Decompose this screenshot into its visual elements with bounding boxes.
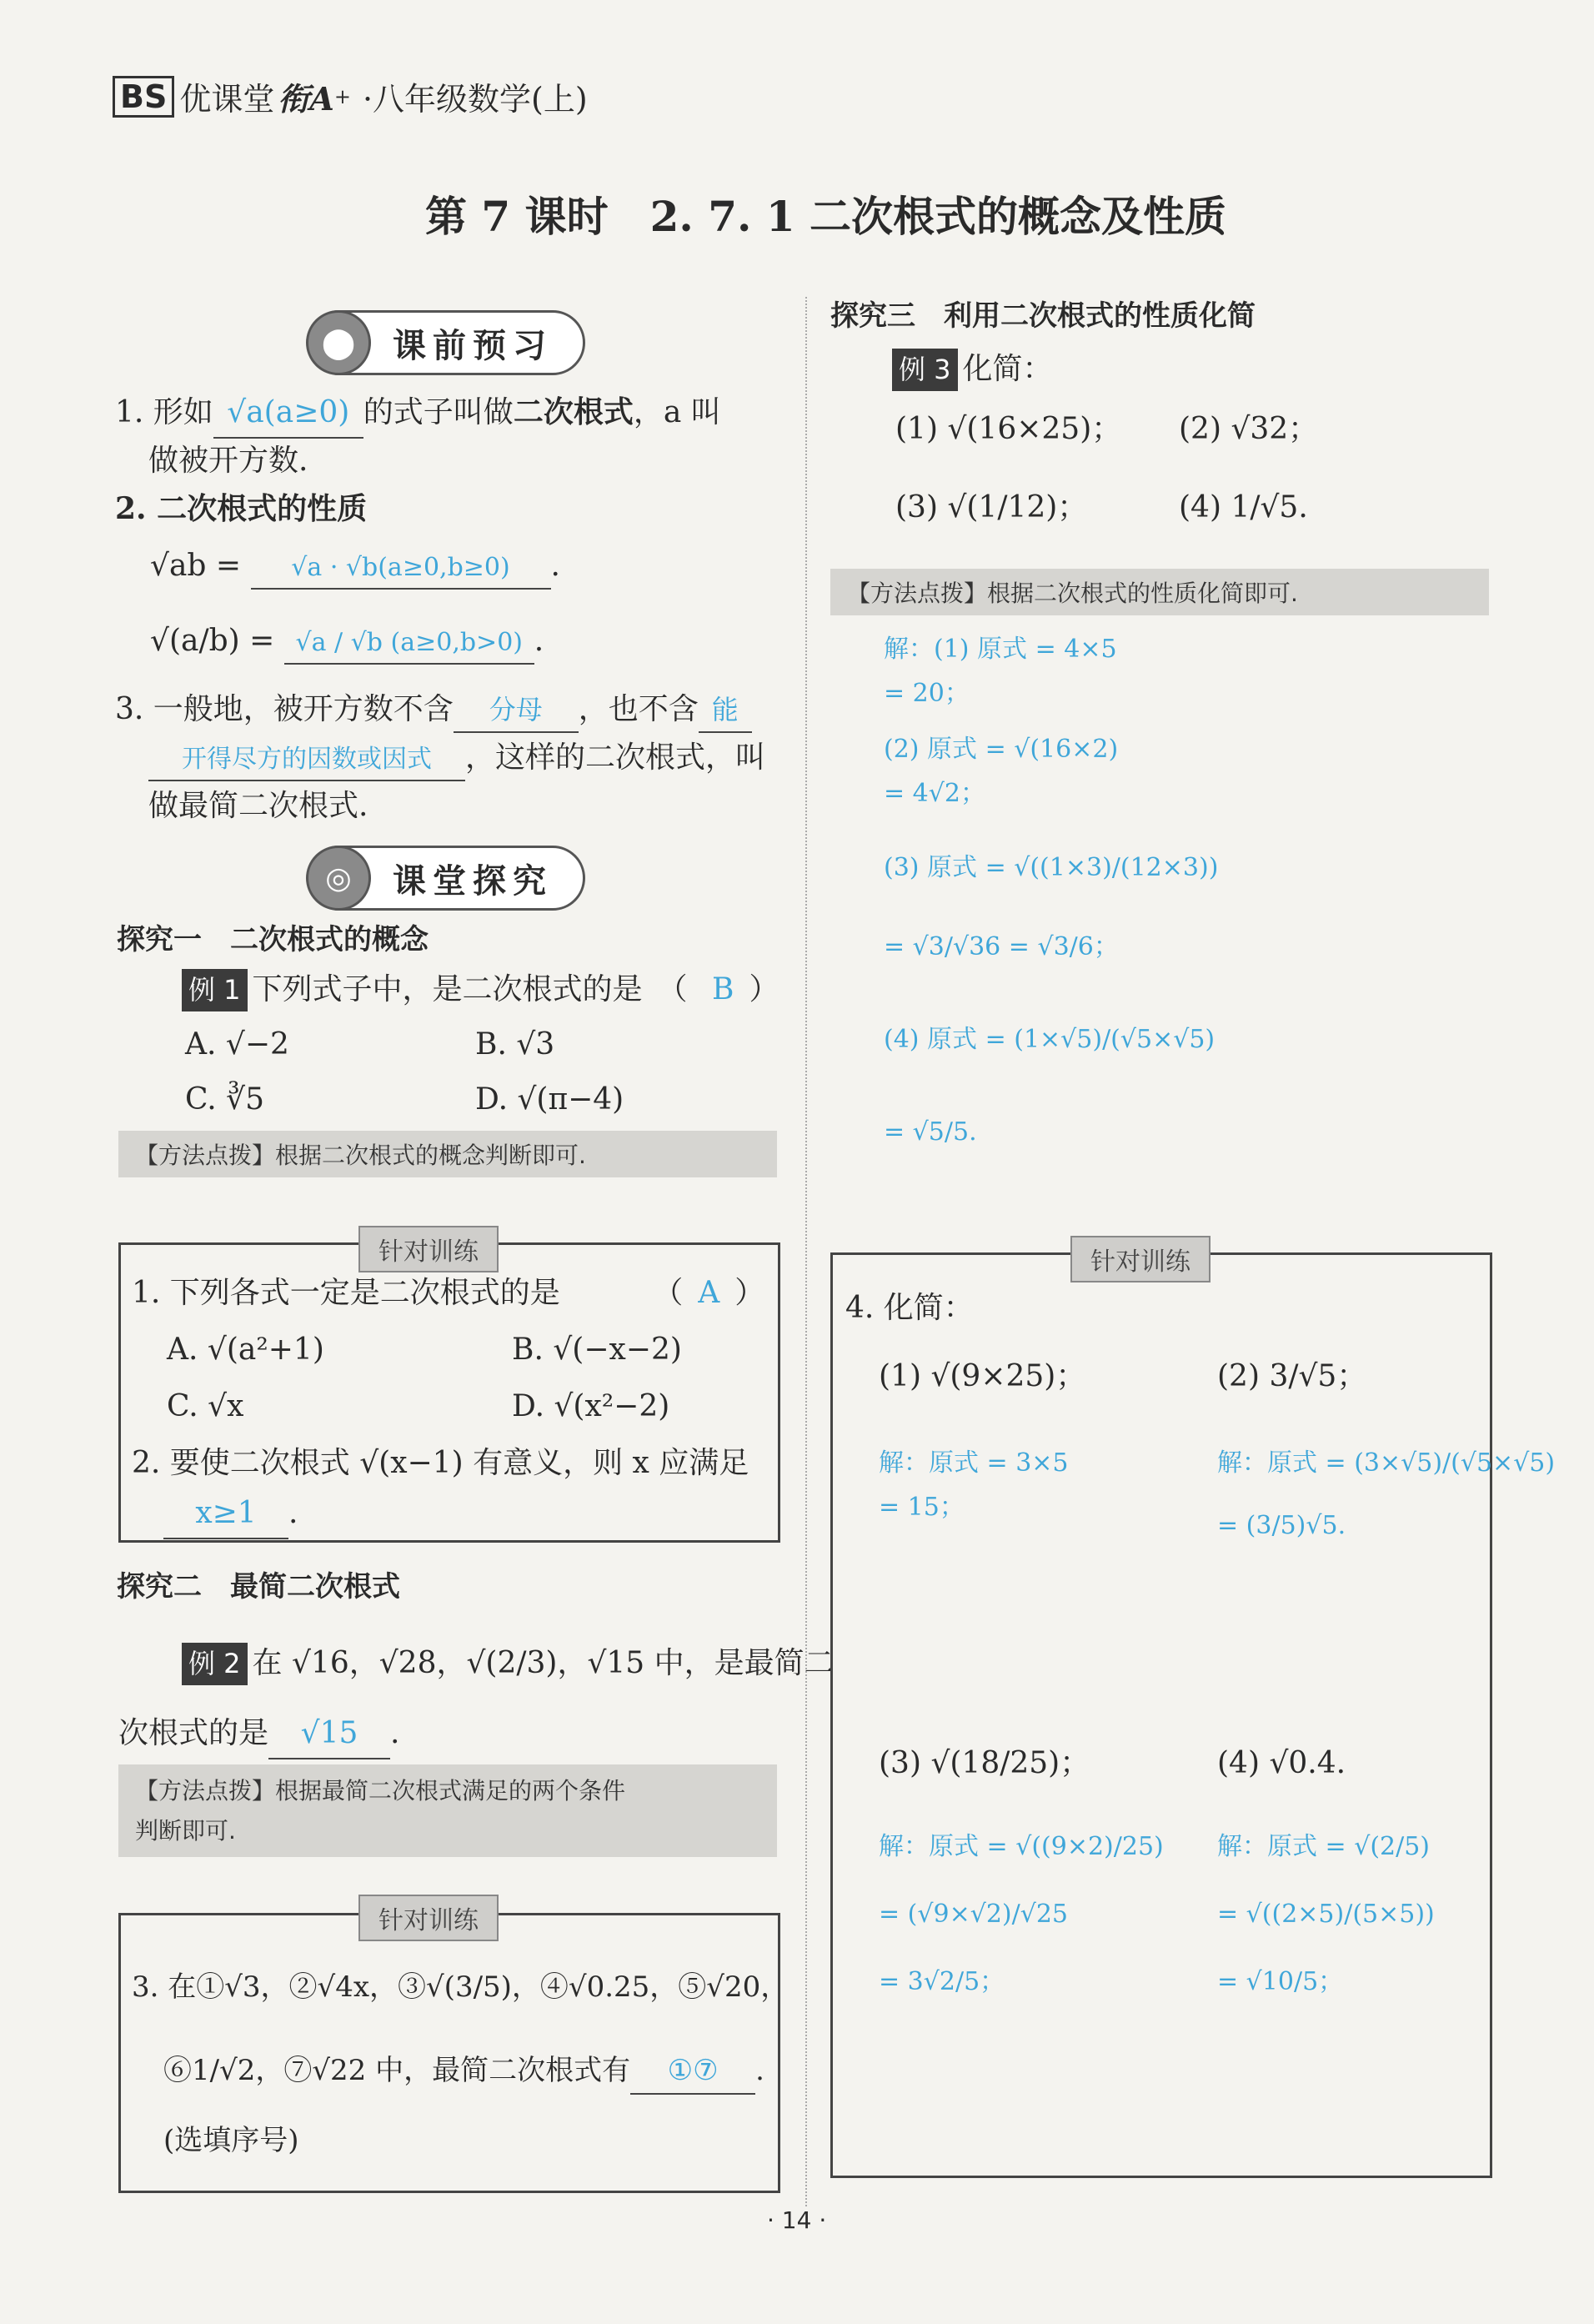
page-number: · 14 ·	[767, 2206, 827, 2234]
ex2-line2: 次根式的是 √15 .	[118, 1709, 399, 1759]
q1-line2: 做被开方数.	[148, 444, 308, 478]
ex1-option-a: A. √−2	[185, 1027, 289, 1062]
header	[113, 73, 588, 119]
header-sup: +	[333, 84, 351, 108]
magnifier-icon: ◎	[306, 846, 371, 911]
header-brand: 衔A	[278, 80, 334, 118]
ex3-item-4: (4) 1/√5.	[1179, 490, 1308, 525]
train3-p2: (2) 3/√5；	[1217, 1359, 1367, 1393]
train2-q3-line2: ⑥1/√2，⑦√22 中，最简二次根式有 ①⑦ .	[163, 2048, 764, 2095]
train3-p3-sol: 解：原式 = √((9×2)/25) = (√9×√2)/√25 = 3√2/5；	[879, 1832, 1164, 1996]
ex3-method: 【方法点拨】根据二次根式的性质化简即可.	[830, 569, 1489, 615]
ex1-option-d: D. √(π−4)	[475, 1082, 624, 1117]
ex3-label: 例 3	[892, 349, 958, 391]
ex3-item-1: (1) √(16×25)；	[895, 412, 1122, 446]
train3-p4: (4) √0.4.	[1217, 1746, 1346, 1780]
ex3-sol-4: = 4√2；	[884, 779, 985, 808]
q2-formula2-answer: √a / √b (a≥0,b>0)	[284, 623, 534, 665]
q3-line2: 开得尽方的因数或因式 ，这样的二次根式，叫	[148, 734, 765, 782]
ex3-heading: 探究三 利用二次根式的性质化简	[830, 299, 1256, 333]
train1-q2-fill: x≥1 .	[163, 1489, 298, 1539]
q3: 3. 一般地，被开方数不含 分母 ，也不含 能	[115, 685, 752, 734]
training-tab-1: 针对训练	[358, 1226, 499, 1272]
q1: 1. 形如 √a(a≥0) 的式子叫做二次根式，a 叫	[115, 389, 721, 439]
q3-answer1: 分母	[454, 689, 579, 733]
train3-p3: (3) √(18/25)；	[879, 1746, 1090, 1780]
q2-formula1: √ab = √a · √b(a≥0,b≥0) .	[150, 542, 560, 590]
ex1-option-b: B. √3	[475, 1027, 555, 1062]
ex3-sol-8: = √5/5.	[884, 1117, 977, 1147]
training-tab-2: 针对训练	[358, 1895, 499, 1941]
ex1-option-c: C. ∛5	[185, 1082, 264, 1117]
ex3-item-2: (2) √32；	[1179, 412, 1319, 446]
ex3-sol-6: = √3/√36 = √3/6；	[884, 932, 1119, 961]
train1-q2: 2. 要使二次根式 √(x−1) 有意义，则 x 应满足	[132, 1446, 749, 1480]
ex2-answer: √15	[268, 1709, 390, 1759]
training-tab-3: 针对训练	[1070, 1236, 1211, 1282]
train1-opt-a: A. √(a²+1)	[167, 1333, 324, 1367]
q2-title: 2. 二次根式的性质	[115, 491, 368, 526]
ex1-heading: 探究一 二次根式的概念	[117, 923, 429, 956]
train2-q3-line1: 3. 在①√3，②√4x，③√(3/5)，④√0.25，⑤√20，	[132, 1970, 789, 2004]
train1-q2-answer: x≥1	[163, 1489, 288, 1539]
ex3-sol-2: = 20；	[884, 679, 970, 708]
bs-logo: BS	[113, 76, 174, 118]
ex3-item-3: (3) √(1/12)；	[895, 490, 1088, 525]
train1-q1-answer: A	[698, 1276, 720, 1310]
location-icon: ⬤	[306, 310, 371, 375]
ex3-solution	[884, 630, 1218, 1151]
train2-q3-answer: ①⑦	[630, 2048, 755, 2095]
column-divider	[805, 297, 807, 2206]
banner-explore	[307, 846, 585, 911]
ex1-label: 例 1	[182, 969, 248, 1011]
header-subject: ·八年级数学(上)	[362, 81, 588, 118]
ex2-label: 例 2	[182, 1643, 248, 1685]
banner-preview	[307, 310, 585, 375]
ex1-answer: B	[712, 972, 734, 1006]
train1-q1: 1. 下列各式一定是二次根式的是 （ A ）	[132, 1276, 765, 1310]
page-title: 第 7 课时 2. 7. 1 二次根式的概念及性质	[425, 192, 1227, 241]
header-title: 优课堂	[179, 81, 275, 118]
train3-p1-sol: 解：原式 = 3×5 = 15；	[879, 1448, 1069, 1522]
banner-explore-text: 课堂探究	[393, 861, 553, 901]
q3-line3: 做最简二次根式.	[148, 789, 368, 823]
ex3-question: 例 3 化简：	[892, 345, 1053, 394]
q2-formula1-answer: √a · √b(a≥0,b≥0)	[251, 548, 551, 590]
ex3-sol-5: (3) 原式 = √((1×3)/(12×3))	[884, 853, 1219, 882]
ex2-method: 【方法点拨】根据最简二次根式满足的两个条件 判断即可.	[118, 1764, 777, 1857]
train3-p1: (1) √(9×25)；	[879, 1359, 1086, 1393]
train1-opt-c: C. √x	[167, 1389, 244, 1423]
ex1-question: 例 1 下列式子中，是二次根式的是 （ B ）	[182, 966, 779, 1014]
train3-p4-sol: 解：原式 = √(2/5) = √((2×5)/(5×5)) = √10/5；	[1217, 1832, 1435, 1996]
train3-q4: 4. 化简：	[845, 1291, 974, 1325]
banner-preview-text: 课前预习	[393, 325, 553, 365]
train1-opt-b: B. √(−x−2)	[512, 1333, 682, 1367]
ex2-heading: 探究二 最简二次根式	[117, 1570, 400, 1604]
q3-answer2b: 开得尽方的因数或因式	[148, 740, 465, 781]
ex2-question: 例 2 在 √16，√28，√(2/3)，√15 中，是最简二	[182, 1639, 835, 1688]
ex3-sol-7: (4) 原式 = (1×√5)/(√5×√5)	[884, 1025, 1216, 1054]
q2-formula2: √(a/b) = √a / √b (a≥0,b>0) .	[150, 617, 544, 665]
train1-opt-d: D. √(x²−2)	[512, 1389, 670, 1423]
q1-answer: √a(a≥0)	[213, 389, 363, 439]
ex3-sol-1: 解：(1) 原式 = 4×5	[884, 635, 1117, 664]
q3-answer2a: 能	[699, 689, 752, 733]
ex1-method: 【方法点拨】根据二次根式的概念判断即可.	[118, 1131, 777, 1177]
train2-q3-line3: (选填序号)	[163, 2124, 299, 2157]
train3-p2-sol: 解：原式 = (3×√5)/(√5×√5) = (3/5)√5.	[1217, 1448, 1556, 1540]
ex3-sol-3: (2) 原式 = √(16×2)	[884, 735, 1119, 764]
